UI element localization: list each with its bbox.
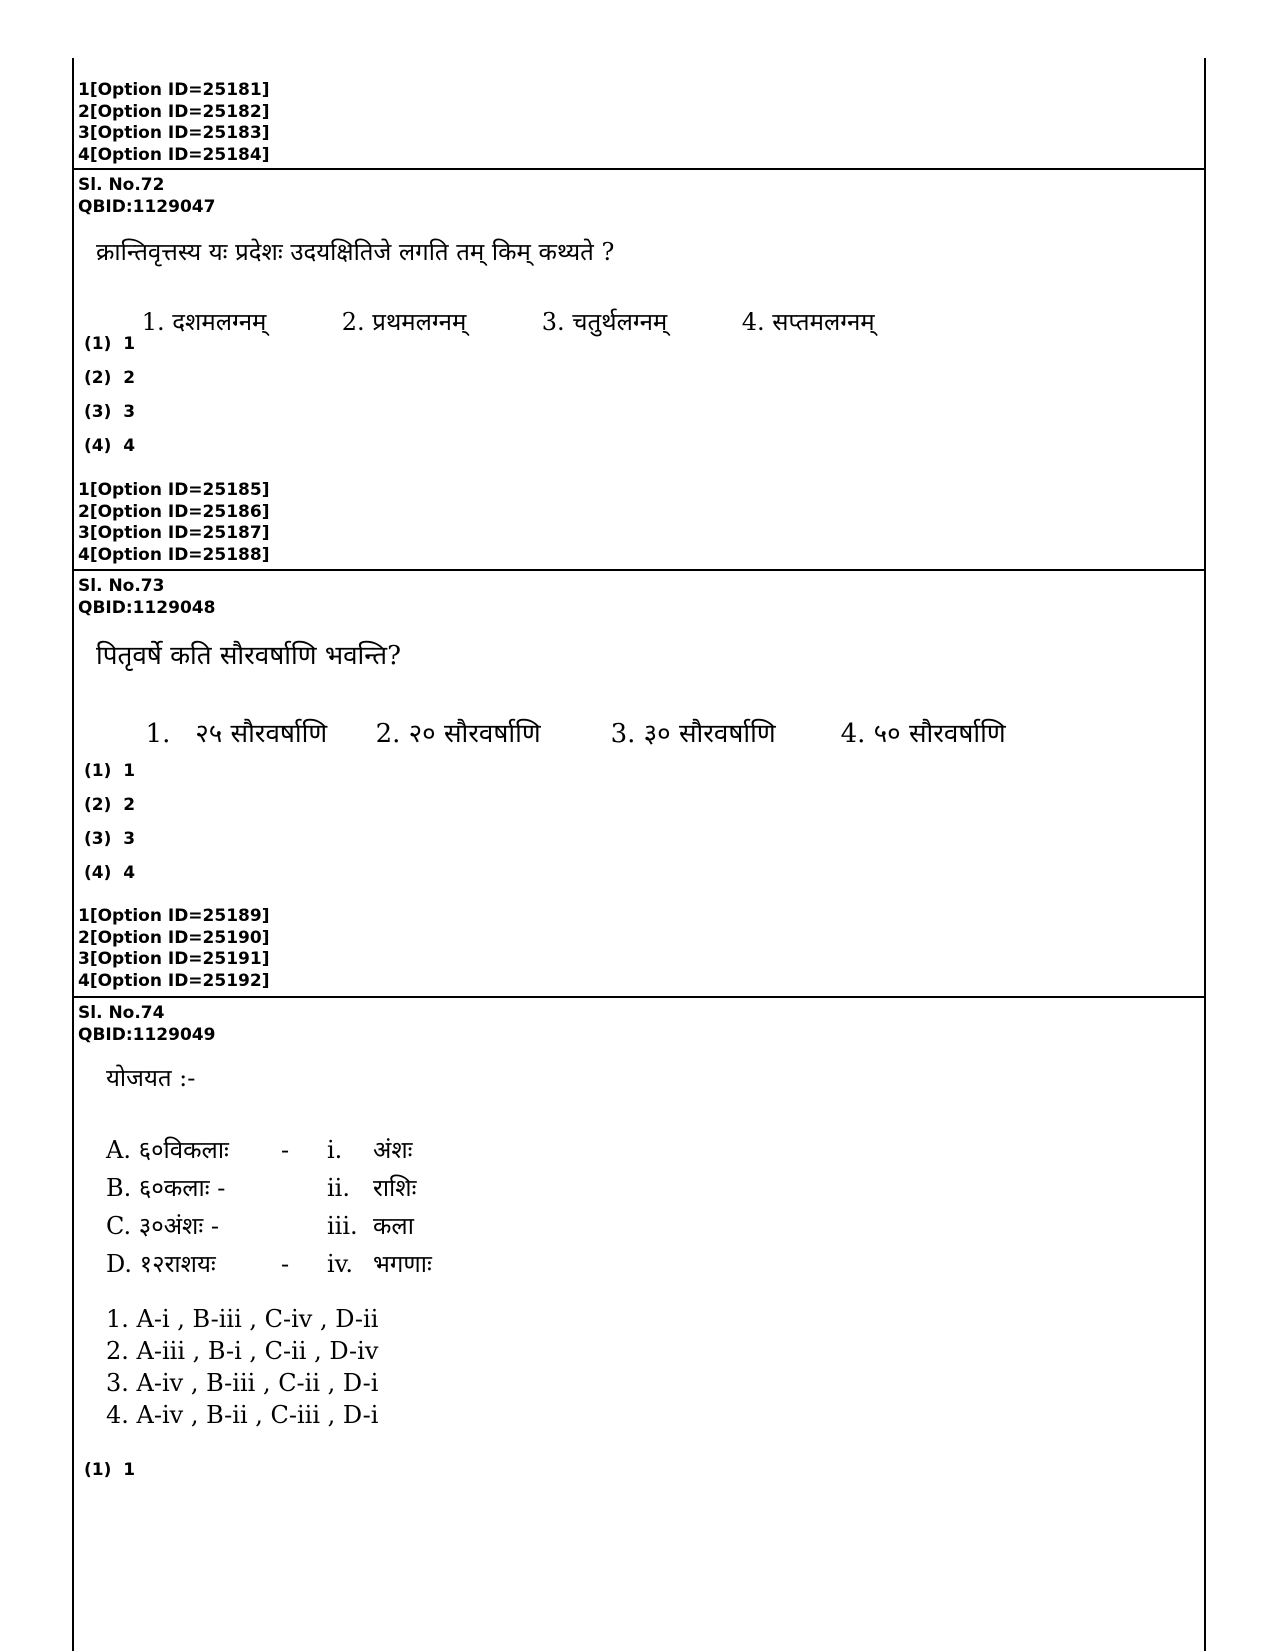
answer-option[interactable]: (1) 1 (84, 334, 136, 354)
question-73 (74, 576, 1204, 991)
option-id: 2[Option ID=25186] (78, 501, 270, 522)
option-id: 2[Option ID=25182] (78, 101, 270, 122)
answer-option[interactable]: (1) 1 (84, 1460, 136, 1480)
section-divider (74, 569, 1204, 571)
serial-number: Sl. No.74 (78, 1003, 165, 1023)
option-id: 1[Option ID=25185] (78, 480, 270, 500)
answer-list (84, 1453, 135, 1487)
option-id: 1[Option ID=25181] (78, 80, 270, 100)
answer-option[interactable]: (4) 4 (84, 863, 136, 883)
qbid: QBID:1129047 (78, 196, 216, 217)
section-divider (74, 168, 1204, 170)
match-row: D. १२राशयः - iv. भगणाः (106, 1250, 432, 1278)
answer-list (84, 327, 135, 463)
option-id: 3[Option ID=25187] (78, 523, 270, 543)
question-72 (74, 175, 1204, 565)
section-divider (74, 996, 1204, 998)
choice: 3. चतुर्थलग्नम् (541, 308, 668, 336)
match-row: A. ६०विकलाः - i. अंशः (106, 1136, 413, 1164)
answer-option[interactable]: (3) 3 (84, 402, 136, 422)
option-id: 4[Option ID=25184] (78, 144, 270, 165)
match-row: C. ३०अंशः - iii. कला (106, 1212, 414, 1240)
option-id: 1[Option ID=25189] (78, 906, 270, 926)
question-choices (106, 1303, 378, 1431)
question-text: पितृवर्षे कति सौरवर्षाणि भवन्ति? (96, 641, 402, 671)
serial-number: Sl. No.72 (78, 175, 165, 195)
choice: 2. २० सौरवर्षाणि (375, 719, 541, 749)
choice: 4. सप्तमलग्नम् (741, 308, 875, 336)
choice: 4. ५० सौरवर्षाणि (840, 719, 1006, 749)
option-id: 3[Option ID=25191] (78, 949, 270, 969)
option-id: 3[Option ID=25183] (78, 123, 270, 143)
question-choices (96, 680, 1006, 788)
option-id: 4[Option ID=25188] (78, 544, 270, 565)
option-id: 4[Option ID=25192] (78, 970, 270, 991)
choice: 3. A-iv , B-iii , C-ii , D-i (106, 1369, 379, 1397)
option-id: 2[Option ID=25190] (78, 927, 270, 948)
answer-option[interactable]: (2) 2 (84, 795, 136, 815)
qbid: QBID:1129049 (78, 1024, 216, 1045)
option-id-list (78, 80, 1204, 166)
option-id-list (78, 480, 269, 566)
qbid: QBID:1129048 (78, 597, 216, 618)
choice: 1. दशमलग्नम् (141, 308, 267, 336)
choice: 4. A-iv , B-ii , C-iii , D-i (106, 1401, 379, 1429)
choice: 2. A-iii , B-i , C-ii , D-iv (106, 1337, 379, 1365)
question-text: योजयत :- (106, 1064, 196, 1092)
answer-list (84, 754, 135, 890)
answer-option[interactable]: (4) 4 (84, 436, 136, 456)
answer-option[interactable]: (2) 2 (84, 368, 136, 388)
question-text: क्रान्तिवृत्तस्य यः प्रदेशः उदयक्षितिजे लगति तम् किम् कथ्यते ? (96, 238, 615, 266)
choice: 1. A-i , B-iii , C-iv , D-ii (106, 1305, 379, 1333)
answer-option[interactable]: (1) 1 (84, 761, 136, 781)
serial-number: Sl. No.73 (78, 576, 165, 596)
answer-option[interactable]: (3) 3 (84, 829, 136, 849)
option-id-list (78, 906, 269, 992)
question-choices (96, 271, 875, 373)
question-74 (74, 1003, 1204, 1480)
match-row: B. ६०कलाः - ii. राशिः (106, 1174, 417, 1202)
choice: 3. ३० सौरवर्षाणि (610, 719, 776, 749)
match-table (106, 1131, 432, 1283)
question-paper-page (72, 58, 1206, 1651)
choice: 1. २५ सौरवर्षाणि (145, 719, 328, 749)
choice: 2. प्रथमलग्नम् (341, 308, 467, 336)
